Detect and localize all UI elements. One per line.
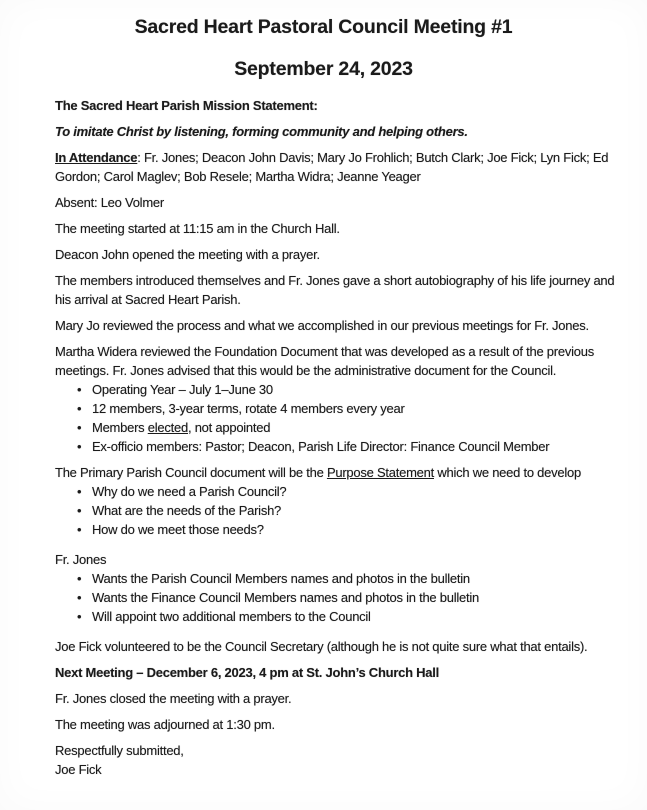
fr-jones-bullet-list <box>55 569 620 626</box>
next-meeting-line: Next Meeting – December 6, 2023, 4 pm at St. John’s Church Hall <box>55 665 440 680</box>
list-item: • Ex-officio members: Pastor; Deacon, Parish Life Director: Finance Council Member <box>55 437 620 456</box>
mission-statement: To imitate Christ by listening, forming community and helping others. <box>55 124 468 139</box>
meeting-start-note: The meeting started at 11:15 am in the Church Hall. <box>55 221 340 236</box>
purpose-question-list <box>55 482 620 539</box>
attendance-label: In Attendance <box>55 150 138 165</box>
purpose-underlined-text: Purpose Statement <box>326 465 434 480</box>
elected-underlined-word: elected <box>147 420 188 435</box>
attendance-paragraph <box>55 148 620 186</box>
foundation-review-paragraph: Martha Widera reviewed the Foundation Document that was developed as a result of the previous meetings. Fr. Jones advised that this would be the administrative document for the Council. <box>55 344 594 378</box>
list-item: • 12 members, 3-year terms, rotate 4 members every year <box>55 399 620 418</box>
attendance-names: : Fr. Jones; Deacon John Davis; Mary Jo Frohlich; Butch Clark; Joe Fick; Lyn Fick; Ed Gordon; Carol Maglev; Bob Resele; Martha Widra; Jeanne Yeager <box>55 150 609 184</box>
elected-pre-text: Members <box>92 420 148 435</box>
purpose-pre-text: The Primary Parish Council document will be the <box>55 465 327 480</box>
list-item: • Wants the Finance Council Members names and photos in the bulletin <box>55 588 620 607</box>
list-item <box>55 418 620 437</box>
list-item: • Why do we need a Parish Council? <box>55 482 620 501</box>
list-item: • Wants the Parish Council Members names and photos in the bulletin <box>55 569 620 588</box>
introductions-paragraph: The members introduced themselves and Fr. Jones gave a short autobiography of his life journey and his arrival at Sacred Heart Parish. <box>55 273 615 307</box>
purpose-statement-line <box>55 463 620 482</box>
closing-prayer-note: Fr. Jones closed the meeting with a prayer. <box>55 691 292 706</box>
opening-prayer-note: Deacon John opened the meeting with a prayer. <box>55 247 320 262</box>
list-item: • Operating Year – July 1–June 30 <box>55 380 620 399</box>
list-item: • How do we meet those needs? <box>55 520 620 539</box>
purpose-post-text: which we need to develop <box>434 465 581 480</box>
elected-post-text: , not appointed <box>187 420 271 435</box>
adjournment-note: The meeting was adjourned at 1:30 pm. <box>55 717 275 732</box>
meeting-date: September 24, 2023 <box>234 58 413 80</box>
document-title: Sacred Heart Pastoral Council Meeting #1 <box>134 16 513 38</box>
absent-note: Absent: Leo Volmer <box>55 195 164 210</box>
fr-jones-heading: Fr. Jones <box>55 552 107 567</box>
secretary-note: Joe Fick volunteered to be the Council Secretary (although he is not quite sure what that entails). <box>55 639 588 654</box>
signature-line: Joe Fick <box>55 762 102 777</box>
list-item: • What are the needs of the Parish? <box>55 501 620 520</box>
list-item: • Will appoint two additional members to the Council <box>55 607 620 626</box>
foundation-bullet-list <box>55 380 620 456</box>
process-review-paragraph: Mary Jo reviewed the process and what we accomplished in our previous meetings for Fr. Jones. <box>55 318 589 333</box>
mission-statement-heading: The Sacred Heart Parish Mission Statement: <box>55 98 318 113</box>
signoff-line: Respectfully submitted, <box>55 743 184 758</box>
